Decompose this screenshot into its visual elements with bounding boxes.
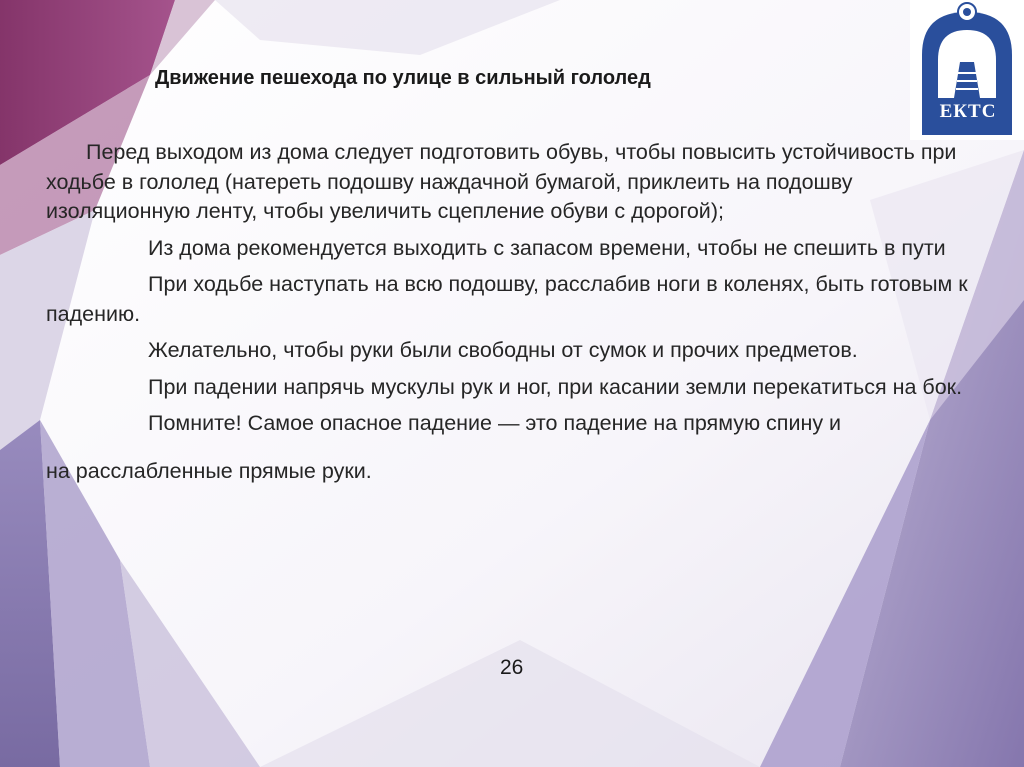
warning-main: Помните! Самое опасное падение — это падение на прямую спину и <box>148 411 842 435</box>
ektc-logo <box>910 0 1024 140</box>
page-number: 26 <box>500 656 524 679</box>
paragraph-walking: При ходьбе наступать на всю подошву, расслабив ноги в коленях, быть готовым к падению. <box>46 272 968 326</box>
paragraph-time: Из дома рекомендуется выходить с запасом времени, чтобы не спешить в пути <box>148 235 946 260</box>
paragraph-hands: Желательно, чтобы руки были свободны от сумок и прочих предметов. <box>148 338 858 362</box>
logo-text: ЕКТС <box>939 101 997 122</box>
paragraph-warning <box>46 409 986 486</box>
warning-tail: на расслабленные прямые руки. <box>46 458 372 483</box>
body-text <box>46 138 986 486</box>
paragraph-falling: При падении напрячь мускулы рук и ног, при касании земли перекатиться на бок. <box>148 374 963 399</box>
paragraph-footwear: Перед выходом из дома следует подготовить обувь, чтобы повысить устойчивость при ходьбе в гололед (натереть подошву наждачной бумагой, приклеить на подошву изоляционную ленту, чтобы увеличить сцепление обуви с дорогой); <box>46 140 957 223</box>
slide-title: Движение пешехода по улице в сильный гололед <box>155 67 651 89</box>
